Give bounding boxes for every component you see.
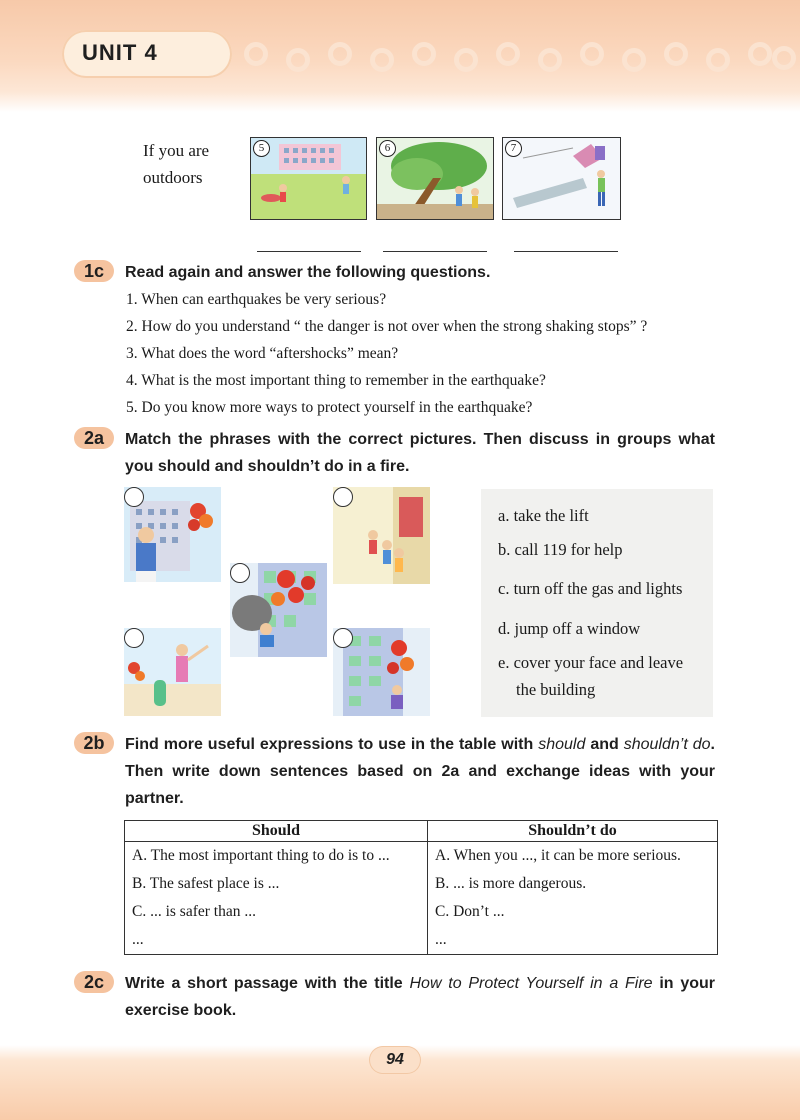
picture-7-power-pole xyxy=(502,137,621,220)
answer-circle-4[interactable] xyxy=(124,628,144,648)
option-d: d. jump off a window xyxy=(498,619,641,638)
answer-circle-5[interactable] xyxy=(333,628,353,648)
table-row: A. The most important thing to do is to ... A. When you ..., it can be more serious. xyxy=(125,842,718,871)
question-3: 3. What does the word “aftershocks” mean? xyxy=(126,345,399,362)
option-a: a. take the lift xyxy=(498,506,589,525)
option-e-continued: the building xyxy=(516,680,596,699)
picture-number-badge: 6 xyxy=(379,140,396,157)
section-badge-2a: 2a xyxy=(74,427,114,449)
picture-number-badge: 7 xyxy=(505,140,522,157)
question-5: 5. Do you know more ways to protect yourself in the earthquake? xyxy=(126,399,533,416)
answer-blank-6[interactable] xyxy=(383,251,487,252)
question-1: 1. When can earthquakes be very serious? xyxy=(126,291,387,308)
picture-6-falling-tree xyxy=(376,137,494,220)
section-badge-2b: 2b xyxy=(74,732,114,754)
option-e: e. cover your face and leave xyxy=(498,653,684,672)
outdoors-label: If you are outdoors xyxy=(143,141,210,187)
page-number: 94 xyxy=(386,1051,404,1068)
column-header-shouldnt: Shouldn’t do xyxy=(428,821,718,842)
section-badge-2c: 2c xyxy=(74,971,114,993)
instruction-2c: Write a short passage with the title How to Protect Yourself in a Fire in your exercise book. xyxy=(125,975,716,1019)
answer-blank-5[interactable] xyxy=(257,251,361,252)
table-row: C. ... is safer than ... C. Don’t ... xyxy=(125,898,718,926)
picture-5-playground xyxy=(250,137,367,220)
answer-circle-3[interactable] xyxy=(230,563,250,583)
unit-title: UNIT 4 xyxy=(82,40,158,65)
answer-circle-2[interactable] xyxy=(333,487,353,507)
answer-blank-7[interactable] xyxy=(514,251,618,252)
instruction-2b: Find more useful expressions to use in the table with should and shouldn’t do. Then write down sentences based on 2a and exchange ideas with your partner. xyxy=(125,736,715,807)
instruction-1c: Read again and answer the following questions. xyxy=(125,264,491,281)
option-c: c. turn off the gas and lights xyxy=(498,579,683,598)
picture-number-badge: 5 xyxy=(253,140,270,157)
section-badge-1c: 1c xyxy=(74,260,114,282)
answer-circle-1[interactable] xyxy=(124,487,144,507)
instruction-2a: Match the phrases with the correct pictures. Then discuss in groups what you should and shouldn’t do in a fire. xyxy=(125,431,715,475)
column-header-should: Should xyxy=(125,821,428,842)
option-b: b. call 119 for help xyxy=(498,540,623,559)
question-4: 4. What is the most important thing to remember in the earthquake? xyxy=(126,372,546,389)
question-2: 2. How do you understand “ the danger is not over when the strong shaking stops” ? xyxy=(126,318,648,335)
table-row: ... ... xyxy=(125,926,718,955)
expressions-table xyxy=(124,820,718,955)
table-row: B. The safest place is ... B. ... is more dangerous. xyxy=(125,870,718,898)
